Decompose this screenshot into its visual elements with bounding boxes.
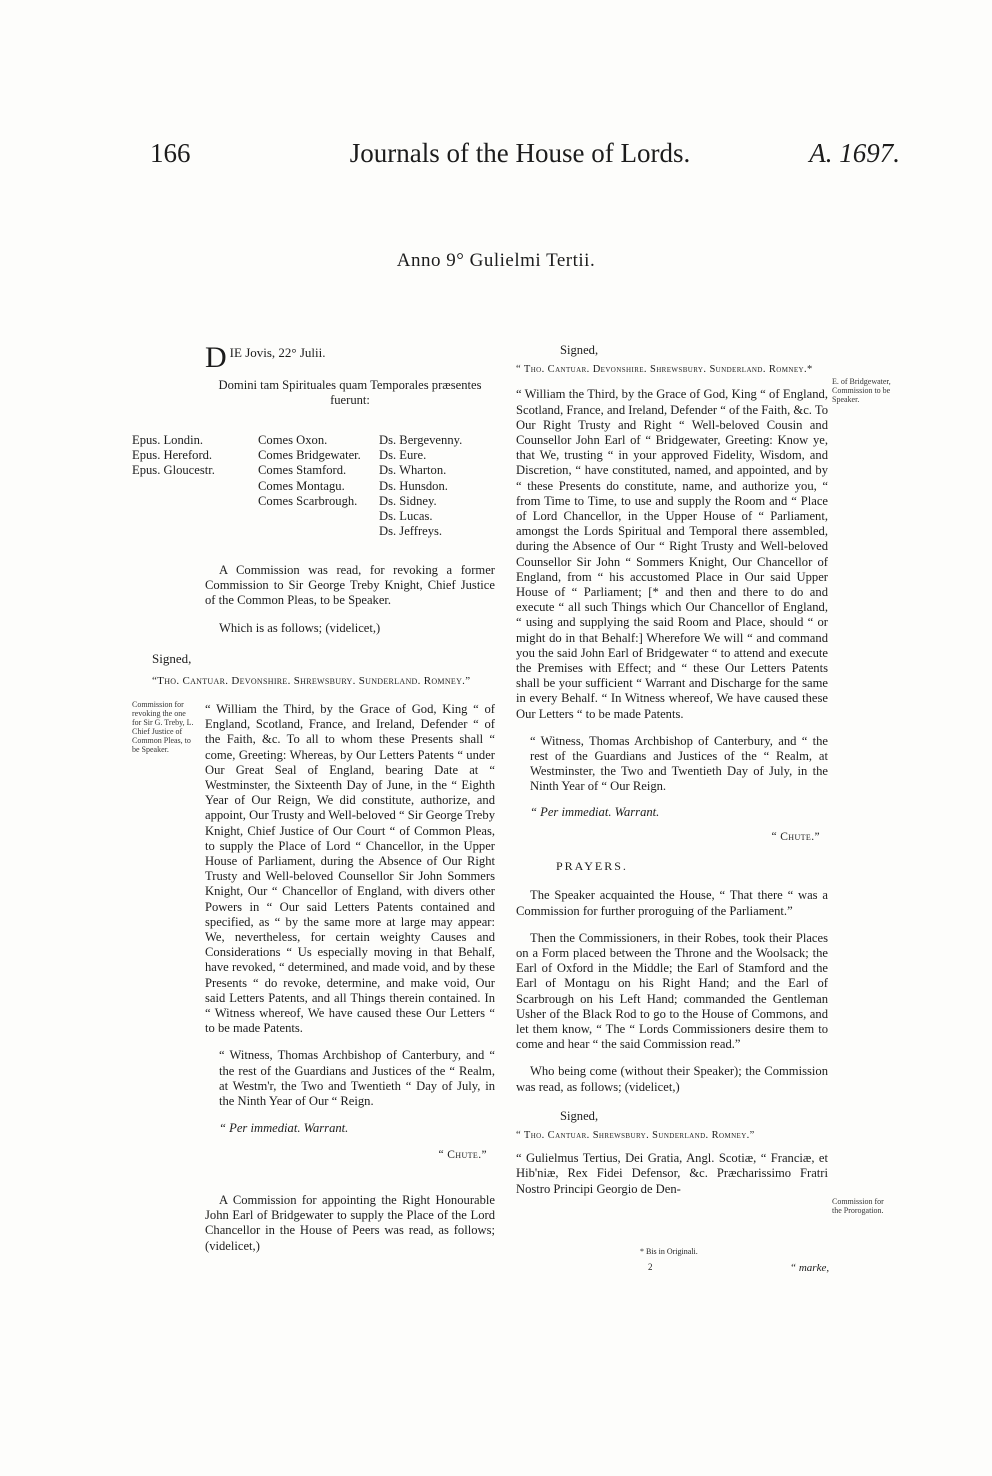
drop-cap: D xyxy=(205,341,227,374)
lord-entry: Comes Stamford. xyxy=(258,463,347,478)
lord-entry: Ds. Wharton. xyxy=(379,463,447,478)
journal-title: Journals of the House of Lords. xyxy=(349,138,691,168)
lord-entry: Epus. Londin. xyxy=(132,433,204,447)
margin-note: Commission for the Prorogation. xyxy=(832,1197,884,1215)
page-number: 166 xyxy=(150,138,191,168)
lord-entry: Epus. Gloucestr. xyxy=(132,463,215,478)
regnal-year-heading: Anno 9° Gulielmi Tertii. xyxy=(396,250,596,271)
prayers-heading: PRAYERS. xyxy=(556,859,628,874)
bishops-column xyxy=(132,433,215,479)
earls-column xyxy=(258,433,361,509)
warrant-line: “ Per immediat. Warrant. xyxy=(219,1121,349,1136)
signed-label: Signed, xyxy=(560,343,599,357)
margin-note: E. of Bridgewater, Commission to be Speaker. xyxy=(832,377,891,404)
warrant-line: “ Per immediat. Warrant. xyxy=(530,804,660,819)
lord-entry: Ds. Sidney. xyxy=(379,493,437,508)
footnote: * Bis in Originali. xyxy=(640,1247,698,1256)
year-heading: A. 1697. xyxy=(809,138,900,168)
lord-entry: Ds. Hunsdon. xyxy=(379,478,448,493)
speaker-announcement: The Speaker acquainted the House, “ That there “ was a Commission for further proroguing of the Parliament.” xyxy=(516,888,828,918)
chute-signature: “ Chute.” xyxy=(438,1149,487,1162)
barons-column xyxy=(379,433,462,539)
witness-clause: “ Witness, Thomas Archbishop of Canterbury, and “ the rest of the Guardians and Justices of the “ Realm, at Westminster, the Two and Twentieth Day of July, in the Ninth Year of “ Our Reign. xyxy=(530,733,828,794)
running-header xyxy=(140,138,900,178)
lord-entry: Comes Montagu. xyxy=(258,478,345,493)
commission-intro: A Commission was read, for revoking a former Commission to Sir George Treby Knight, Chief Justice of the Common Pleas, to be Speaker. xyxy=(205,563,495,608)
catchword: “ marke, xyxy=(790,1262,830,1274)
signed-label: Signed, xyxy=(152,651,192,666)
left-second-commission xyxy=(205,1193,495,1254)
witness-clause: “ Witness, Thomas Archbishop of Canterbury, and “ the rest of the Guardians and Justices of the “ Realm, at Westm'r, the Two and Twentieth “ Day of July, in the Ninth Year of Our “ Reign. xyxy=(219,1048,495,1109)
left-column xyxy=(205,341,495,429)
left-commission-block xyxy=(205,702,495,1164)
latin-commission: “ Gulielmus Tertius, Dei Gratia, Angl. Scotiæ, “ Franciæ, et Hib'niæ, Rex Fidei Defensor, &c. Præcharissimo Fratri Nostro Principi Georgio de Den- xyxy=(516,1151,828,1196)
left-column-body xyxy=(205,563,495,636)
lord-entry: Ds. Lucas. xyxy=(379,509,433,524)
commission-text: “ William the Third, by the Grace of God, King “ of England, Scotland, France, and Ireland, Defender “ of the Faith, &c. To all to whom these Presents shall “ come, Greeting: Whereas, by Our Letters Patents “ under Our Great Seal of England, bearing Date at “ Westminster, the Sixteenth Day of June, in the “ Eighth Year of Our Reign, We did constitute, authorize, and appoint, Our Trusty and Well-beloved “ Sir George Treby Knight, Chief Justice of Our Court “ of Common Pleas, to supply the Place of Lord “ Chancellor, in the Upper House of Parliament, during the Absence of Our Right Trusty and Well-beloved Counsellor Sir John Sommers Knight, Our “ Chancellor of England, with divers other Powers in “ Our said Letters Patents contained and specified, as “ by the same more at large may appear: We, nevertheless, for certain weighty Causes and Considerations “ Us especially moving in that Behalf, have revoked, “ determined, and made void, and by these Presents “ do revoke, determine, and make void, Our said Letters Patents, and all Things therein contained. In “ Witness whereof, We have caused these Our Letters “ to be made Patents. xyxy=(205,702,495,1036)
day-text: IE Jovis, 22° Julii. xyxy=(229,345,326,360)
lord-entry: Comes Bridgewater. xyxy=(258,448,361,463)
lord-entry: Comes Oxon. xyxy=(258,433,328,447)
signature-mark: 2 xyxy=(648,1262,653,1272)
signed-label: Signed, xyxy=(560,1108,599,1123)
margin-note: Commission for revoking the one for Sir G. Treby, L. Chief Justice of Common Pleas, to be Speaker. xyxy=(132,700,194,754)
lord-entry: Ds. Jeffreys. xyxy=(379,524,443,539)
lord-entry: Ds. Eure. xyxy=(379,448,427,463)
lords-present-list xyxy=(132,433,502,539)
signatories: “Tho. Cantuar. Devonshire. Shrewsbury. Sunderland. Romney.” xyxy=(152,675,471,687)
which-follows: Which is as follows; (videlicet,) xyxy=(219,620,381,635)
commissioners-paragraph: Then the Commissioners, in their Robes, took their Places on a Form placed between the Throne and the Woolsack; the Earl of Oxford in the Middle; the Earl of Stamford and the Earl of Montagu on his Right Hand; and the Earl of Scarbrough on his Left Hand; commanded the Gentleman Usher of the Black Rod to go to the House of Commons, and let them know, “ The “ Lords Commissioners desire them to come and hear “ the said Commission read.” xyxy=(516,930,828,1052)
signatories: “ Tho. Cantuar. Devonshire. Shrewsbury. Sunderland. Romney.* xyxy=(516,364,813,376)
commission-bridgewater-intro: A Commission for appointing the Right Honourable John Earl of Bridgewater to supply the Place of the Lord Chancellor in the House of Peers was read, as follows; (videlicet,) xyxy=(205,1193,495,1253)
lords-present-heading: Domini tam Spirituales quam Temporales præsentes fuerunt: xyxy=(218,378,482,408)
lord-entry: Epus. Hereford. xyxy=(132,448,213,463)
signatories: “ Tho. Cantuar. Shrewsbury. Sunderland. Romney.” xyxy=(516,1129,755,1141)
commission-text: “ William the Third, by the Grace of God, King “ of England, Scotland, France, and Ireland, Defender “ of the Faith, &c. To Our Right Trusty and Right “ Well-beloved Cousin and Counsellor John Earl of “ Bridgewater, Greeting: Know ye, that We, trusting “ in your approved Fidelity, Wisdom, and Discretion, “ have constituted, named, and appointed, and by “ these Presents do constitute, name, and authorize you, “ from Time to Time, to use and supply the Room and “ Place of Lord Chancellor, in the Upper House of “ Parliament, amongst the Lords Spiritual and Temporal there assembled, during the Absence of Our “ Right Trusty and Well-beloved Counsellor Sir John “ Sommers Knight, Our Chancellor of England, from “ his accustomed Place in Our said Upper House of “ Parliament; [* and then and there to do and execute “ all such Things which Our Chancellor of England, “ using and supplying the said Room and Place, should “ or might do in that Behalf:] Wherefore We will “ and command you the said John Earl of Bridgewater “ to attend and execute the Premises with Effect; and “ these Our Letters Patents shall be your sufficient “ Warrant and Discharge for the same in every Behalf. “ In Witness whereof, We have caused these Our Letters “ to be made Patents. xyxy=(516,387,828,721)
who-being-come: Who being come (without their Speaker); the Commission was read, as follows; (videlicet,) xyxy=(516,1064,828,1094)
right-column xyxy=(516,343,828,1197)
chute-signature: “ Chute.” xyxy=(771,830,820,843)
day-heading xyxy=(205,341,495,374)
lord-entry: Comes Scarbrough. xyxy=(258,493,358,508)
lord-entry: Ds. Bergevenny. xyxy=(379,433,463,447)
